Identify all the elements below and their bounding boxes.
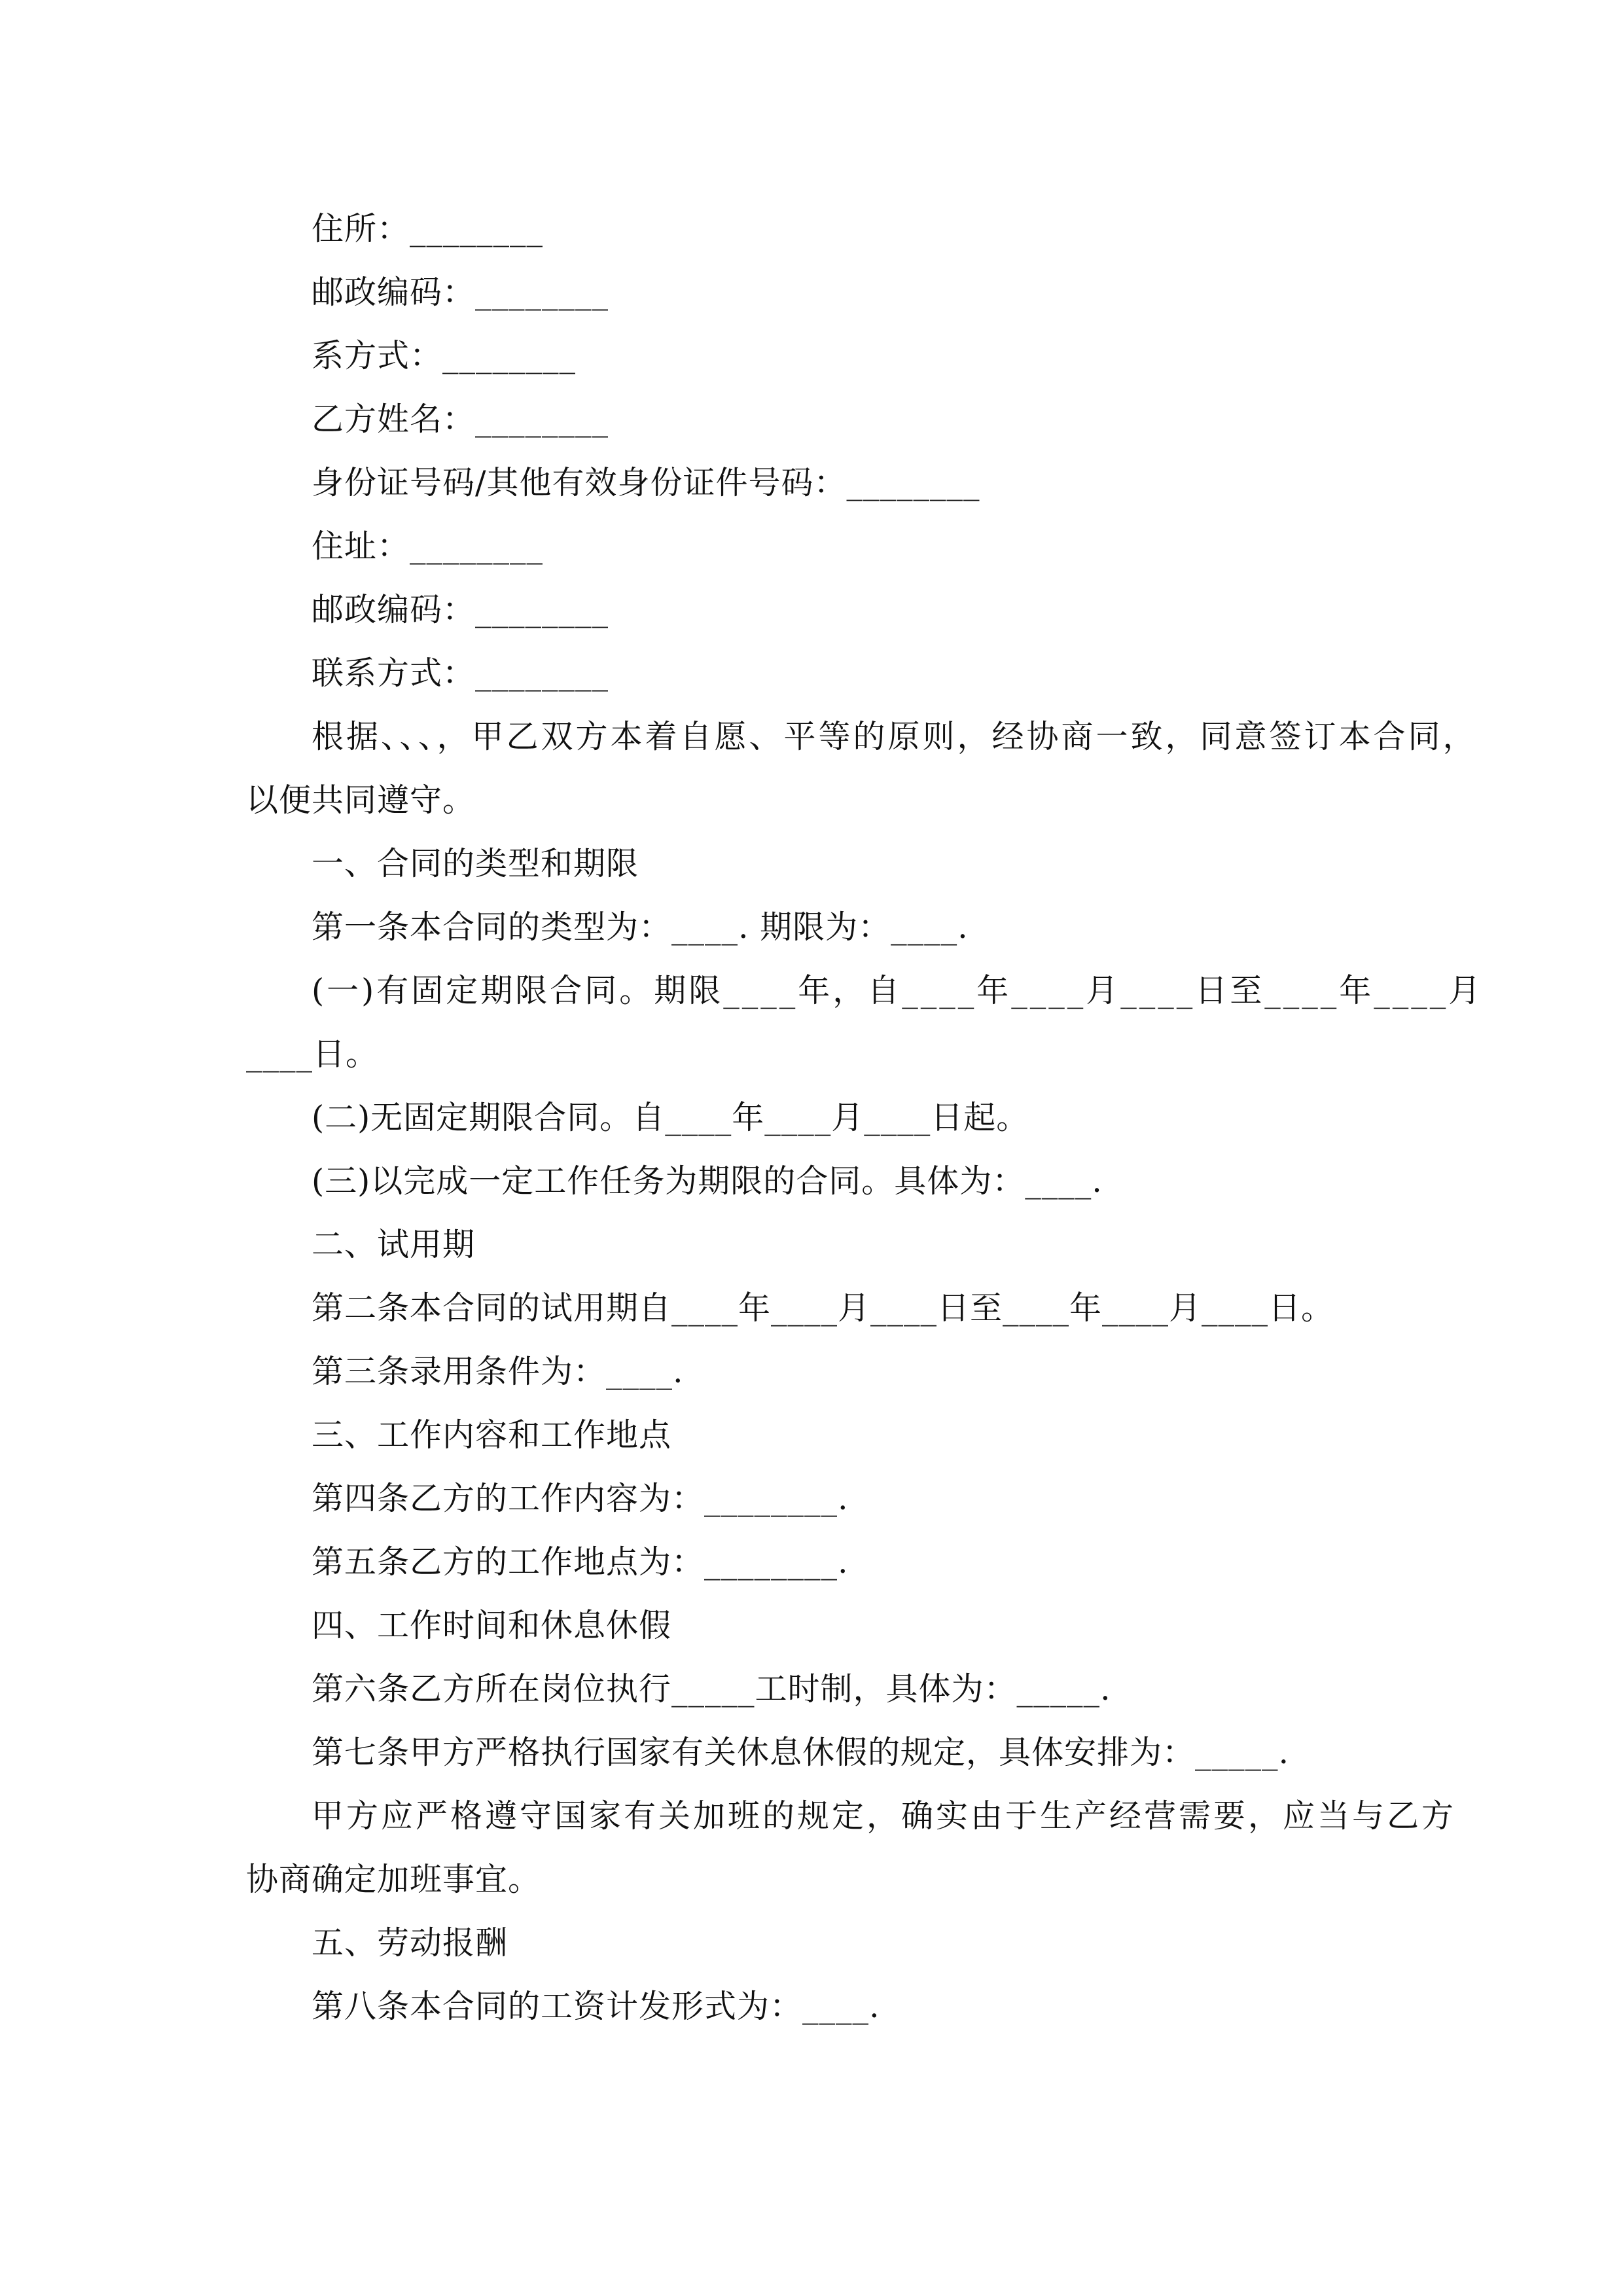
line-fixed-term-1: (一)有固定期限合同。期限____年，自____年____月____日至____年____月 [312, 972, 1484, 1009]
section-heading-2: 二、试用期 [312, 1226, 476, 1263]
line-contact-2: 联系方式：________ [312, 655, 609, 692]
line-open-term: (二)无固定期限合同。自____年____月____日起。 [312, 1099, 1029, 1136]
line-residence: 住所：________ [312, 210, 544, 247]
line-article-7: 第七条甲方严格执行国家有关休息休假的规定，具体安排为：_____. [312, 1734, 1290, 1771]
section-heading-3: 三、工作内容和工作地点 [312, 1416, 672, 1454]
line-id-number: 身份证号码/其他有效身份证件号码：________ [312, 464, 980, 501]
line-preamble-2: 以便共同遵守。 [246, 781, 476, 819]
line-article-3: 第三条录用条件为：____. [312, 1353, 684, 1390]
line-partyb-name: 乙方姓名：________ [312, 401, 609, 438]
line-overtime-1: 甲方应严格遵守国家有关加班的规定，确实由于生产经营需要，应当与乙方 [312, 1797, 1457, 1835]
line-postcode-1: 邮政编码：________ [312, 274, 609, 311]
line-article-1: 第一条本合同的类型为：____. 期限为：____. [312, 908, 969, 946]
line-article-5: 第五条乙方的工作地点为：________. [312, 1543, 849, 1581]
section-heading-5: 五、劳动报酬 [312, 1924, 508, 1962]
section-heading-1: 一、合同的类型和期限 [312, 845, 639, 882]
line-preamble-1: 根据、、、，甲乙双方本着自愿、平等的原则，经协商一致，同意签订本合同， [312, 718, 1478, 755]
line-overtime-2: 协商确定加班事宜。 [246, 1861, 541, 1898]
line-task-term: (三)以完成一定工作任务为期限的合同。具体为：____. [312, 1162, 1103, 1200]
line-fixed-term-2: ____日。 [246, 1035, 379, 1073]
line-article-2: 第二条本合同的试用期自____年____月____日至____年____月____日。 [312, 1289, 1334, 1327]
line-postcode-2: 邮政编码：________ [312, 591, 609, 628]
line-article-8: 第八条本合同的工资计发形式为：____. [312, 1988, 880, 2025]
line-contact-1: 系方式：________ [312, 337, 577, 374]
line-address: 住址：________ [312, 528, 544, 565]
line-article-6: 第六条乙方所在岗位执行_____工时制，具体为：_____. [312, 1670, 1111, 1708]
section-heading-4: 四、工作时间和休息休假 [312, 1607, 672, 1644]
line-article-4: 第四条乙方的工作内容为：________. [312, 1480, 849, 1517]
